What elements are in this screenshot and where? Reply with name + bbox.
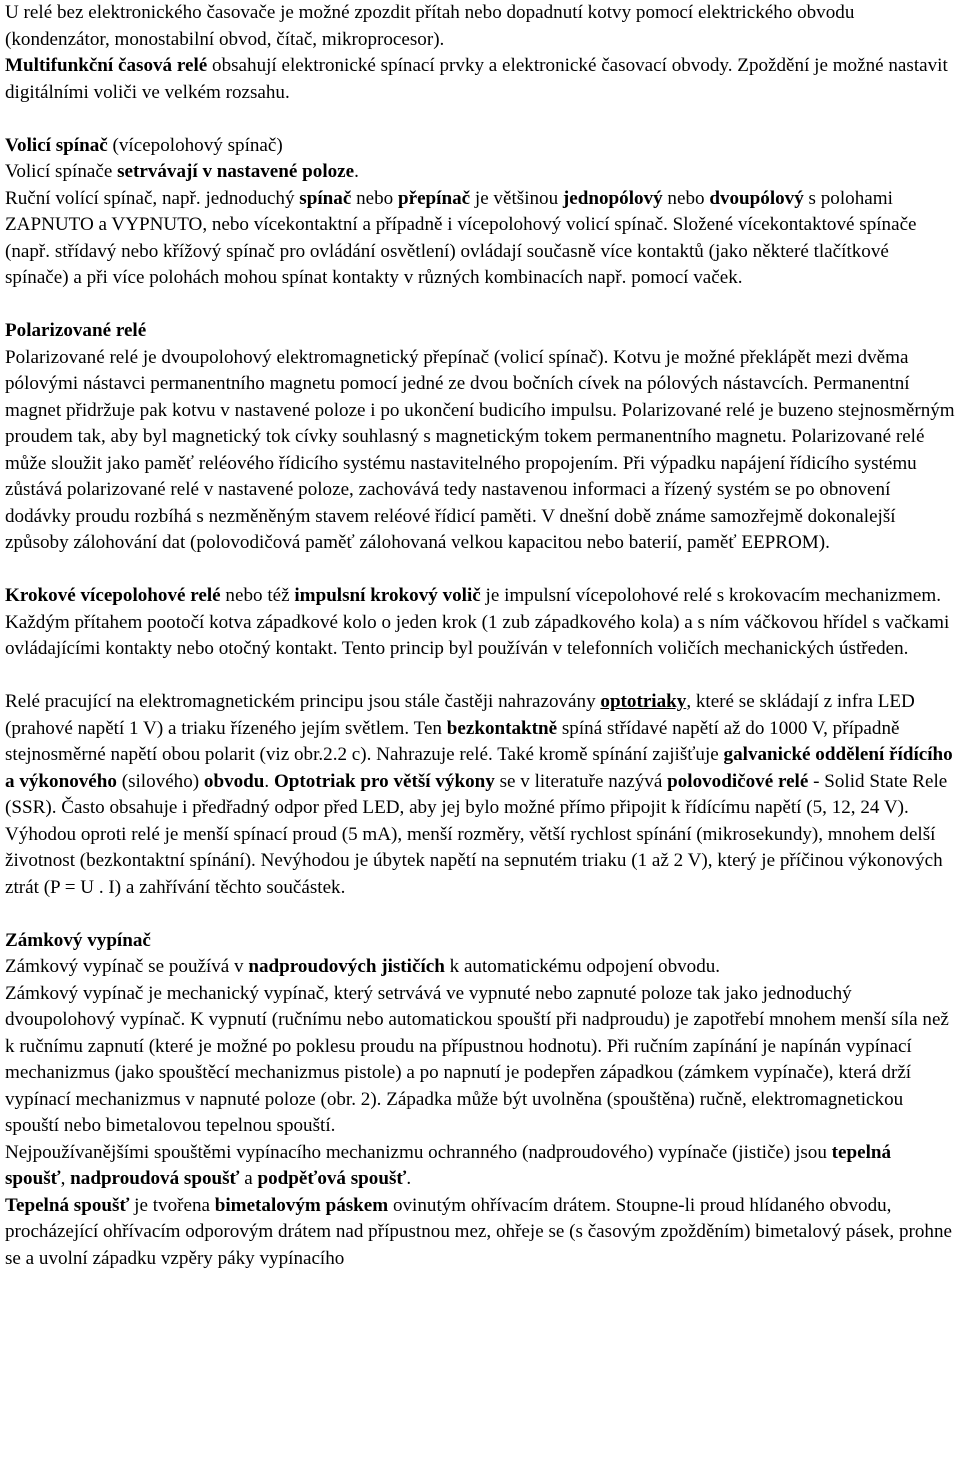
- text: nebo: [351, 187, 398, 209]
- text: je impulsní vícepolohové relé s krokovacím mechanizmem. Každým přítahem pootočí kotva západkové kolo o jeden krok (1 zub západkového kola) a s ním váčkovou hřídel s vačkami ovládajícími kontakty nebo otočný kontakt. Tento princip byl používán v telefonních voličích mechanických ústředen.: [5, 585, 950, 659]
- bold-term: nadproudových jističích: [248, 956, 445, 977]
- text: je tvořena: [129, 1194, 215, 1216]
- text: nebo: [662, 187, 710, 209]
- text: se v literatuře nazývá: [494, 770, 668, 792]
- text: , které se skládají z infra LED (prahové napětí 1 V) a triaku řízeného jejím světlem. Ten: [5, 691, 915, 739]
- text: Zámkový vypínač je mechanický vypínač, který setrvává ve vypnuté nebo zapnuté poloze tak jako jednoduchý dvoupolohový vypínač. K vypnutí (ručnímu nebo automatickou spouští při nadproudu) je zapotřebí mnohem menší síla než k ručnímu zapnutí (které je možné po poklesu proudu na přípustnou hodnotu). Při ručním zapínání je napínán vypínací mechanizmus (jako spouštěcí mechanizmus pistole) a po napnutí je podepřen západkou (zámkem vypínače), která drží vypínací mechanizmus v napnuté poloze (obr. 2). Západka může být uvolněna (spouštěna) ručně, elektromagnetickou spouští nebo bimetalovou tepelnou spouští.: [5, 982, 949, 1136]
- text: Zámkový vypínač se používá v: [5, 956, 249, 977]
- text: Polarizované relé je dvoupolohový elektromagnetický přepínač (volicí spínač). Kotvu je možné překlápět mezi dvěma pólovými nástavci permanentního magnetu pomocí jedné ze dvou bočních cívek na pólových nástavcích. Permanentní magnet přidržuje pak kotvu v nastavené poloze i po ukončení budicího impulsu. Polarizované relé je buzeno stejnosměrným proudem tak, aby byl magnetický tok cívky souhlasný s magnetickým tokem permanentního magnetu. Polarizované relé může sloužit jako paměť reléového řídicího systému nastavitelného propojením. Při výpadku napájení řídicího systému zůstává polarizované relé v nastavené poloze, zachovává tedy nastavenou informaci a řízený systém se po obnovení dodávky proudu rozbíhá s nezměněným stavem reléové řídicí paměti. V dnešní době známe samozřejmě dokonalejší způsoby zálohování dat (polovodičová paměť zálohovaná velkou kapacitou nebo baterií, paměť EEPROM).: [5, 346, 955, 553]
- underlined-term: optotriaky: [600, 691, 687, 712]
- text: Volicí spínače: [5, 161, 118, 182]
- text: nebo též: [220, 585, 295, 606]
- bold-term: Optotriak pro větší výkony: [273, 770, 495, 792]
- text: U relé bez elektronického časovače je možné zpozdit přítah nebo dopadnutí kotvy pomocí elektrického obvodu (kondenzátor, monostabilní obvod, čítač, mikroprocesor).: [5, 2, 855, 50]
- bold-term: dvoupólový: [709, 187, 804, 209]
- bold-term: přepínač: [397, 187, 471, 209]
- section-heading: Zámkový vypínač: [5, 929, 151, 951]
- text: a: [239, 1168, 258, 1189]
- text: Relé pracující na elektromagnetickém principu jsou stále častěji nahrazovány: [5, 691, 601, 712]
- text: Výhodou oproti relé je menší spínací proud (5 mA), menší rozměry, větší rychlost spínání (mikrosekundy), mnohem delší životnost (bezkontaktní spínání). Nevýhodou je úbytek napětí na sepnutém triaku (1 až 2 V), který je příčinou výkonových ztrát (P = U . I) a zahřívání těchto součástek.: [5, 823, 943, 898]
- text: Ruční volící spínač, např. jednoduchý: [5, 187, 300, 209]
- paragraph-optotriac: [5, 689, 956, 901]
- bold-term: polovodičové relé: [667, 770, 809, 792]
- bold-term: Krokové vícepolohové relé: [5, 585, 221, 606]
- text: - Solid State Rele (SSR). Často obsahuje i předřadný odpor před LED, aby jej bylo možné přímo připojit k řídícímu napětí (5, 12, 24 V).: [5, 770, 948, 818]
- text: je většinou: [470, 187, 563, 209]
- bold-term: bezkontaktně: [446, 717, 558, 739]
- bold-term: galvanické oddělení řídícího a výkonového: [5, 744, 953, 792]
- text: .: [264, 770, 274, 792]
- paragraph-selector-switch: [5, 133, 956, 292]
- text: spíná střídavé napětí až do 1000 V, případně stejnosměrné napětí obou polarit (viz obr.2.2 c). Nahrazuje relé. Také kromě spínání zajišťuje: [5, 717, 900, 765]
- paragraph-relay-delay: [5, 0, 956, 106]
- text: .: [354, 161, 359, 182]
- bold-term: setrvávají v nastavené poloze: [117, 161, 355, 182]
- bold-term: spínač: [299, 187, 352, 209]
- text: ovinutým ohřívacím drátem. Stoupne-li proud hlídaného obvodu, procházející ohřívacím odporovým drátem nad přípustnou mez, ohřeje se (s časovým zpožděním) bimetalový pásek, prohne se a uvolní západku vzpěry páky vypínacího: [5, 1194, 952, 1269]
- text: .: [406, 1168, 412, 1189]
- bold-term: jednopólový: [562, 187, 663, 209]
- spacer: [5, 292, 956, 319]
- section-heading: Polarizované relé: [5, 320, 147, 341]
- bold-term: nadproudová spoušť: [70, 1168, 240, 1189]
- paragraph-lock-switch: [5, 928, 956, 1273]
- bold-term: Multifunkční časová relé: [5, 55, 208, 76]
- spacer: [5, 106, 956, 133]
- text: obsahují elektronické spínací prvky a elektronické časovací obvody. Zpoždění je možné nastavit digitálními voliči ve velkém rozsahu.: [5, 55, 948, 103]
- bold-term: bimetalovým páskem: [214, 1194, 389, 1216]
- bold-term: Tepelná spoušť: [5, 1194, 130, 1216]
- bold-term: impulsní krokový volič: [294, 585, 481, 606]
- heading-suffix: (vícepolohový spínač): [107, 134, 283, 156]
- text: Nejpoužívanějšími spouštěmi vypínacího mechanizmu ochranného (nadproudového) vypínače (jističe) jsou: [5, 1141, 832, 1163]
- spacer: [5, 901, 956, 928]
- paragraph-polarized-relay: [5, 318, 956, 557]
- text: k automatickému odpojení obvodu.: [444, 956, 721, 977]
- text: s polohami ZAPNUTO a VYPNUTO, nebo vícekontaktní a případně i vícepolohový volicí spínač. Složené vícekontaktové spínače (např. střídavý nebo křížový spínač pro ovládání osvětlení) ovládají současně více kontaktů (jako některé tlačítkové spínače) a při více polohách mohou spínat kontakty v různých kombinacích např. pomocí vaček.: [5, 187, 917, 288]
- text: ,: [60, 1168, 71, 1189]
- section-heading: Volicí spínač: [5, 134, 108, 156]
- text: (silového): [116, 770, 204, 792]
- paragraph-stepping-relay: [5, 583, 956, 663]
- bold-term: obvodu: [203, 770, 265, 792]
- bold-term: podpěťová spoušť: [257, 1168, 407, 1189]
- bold-term: tepelná spoušť: [5, 1141, 892, 1189]
- spacer: [5, 663, 956, 690]
- spacer: [5, 557, 956, 584]
